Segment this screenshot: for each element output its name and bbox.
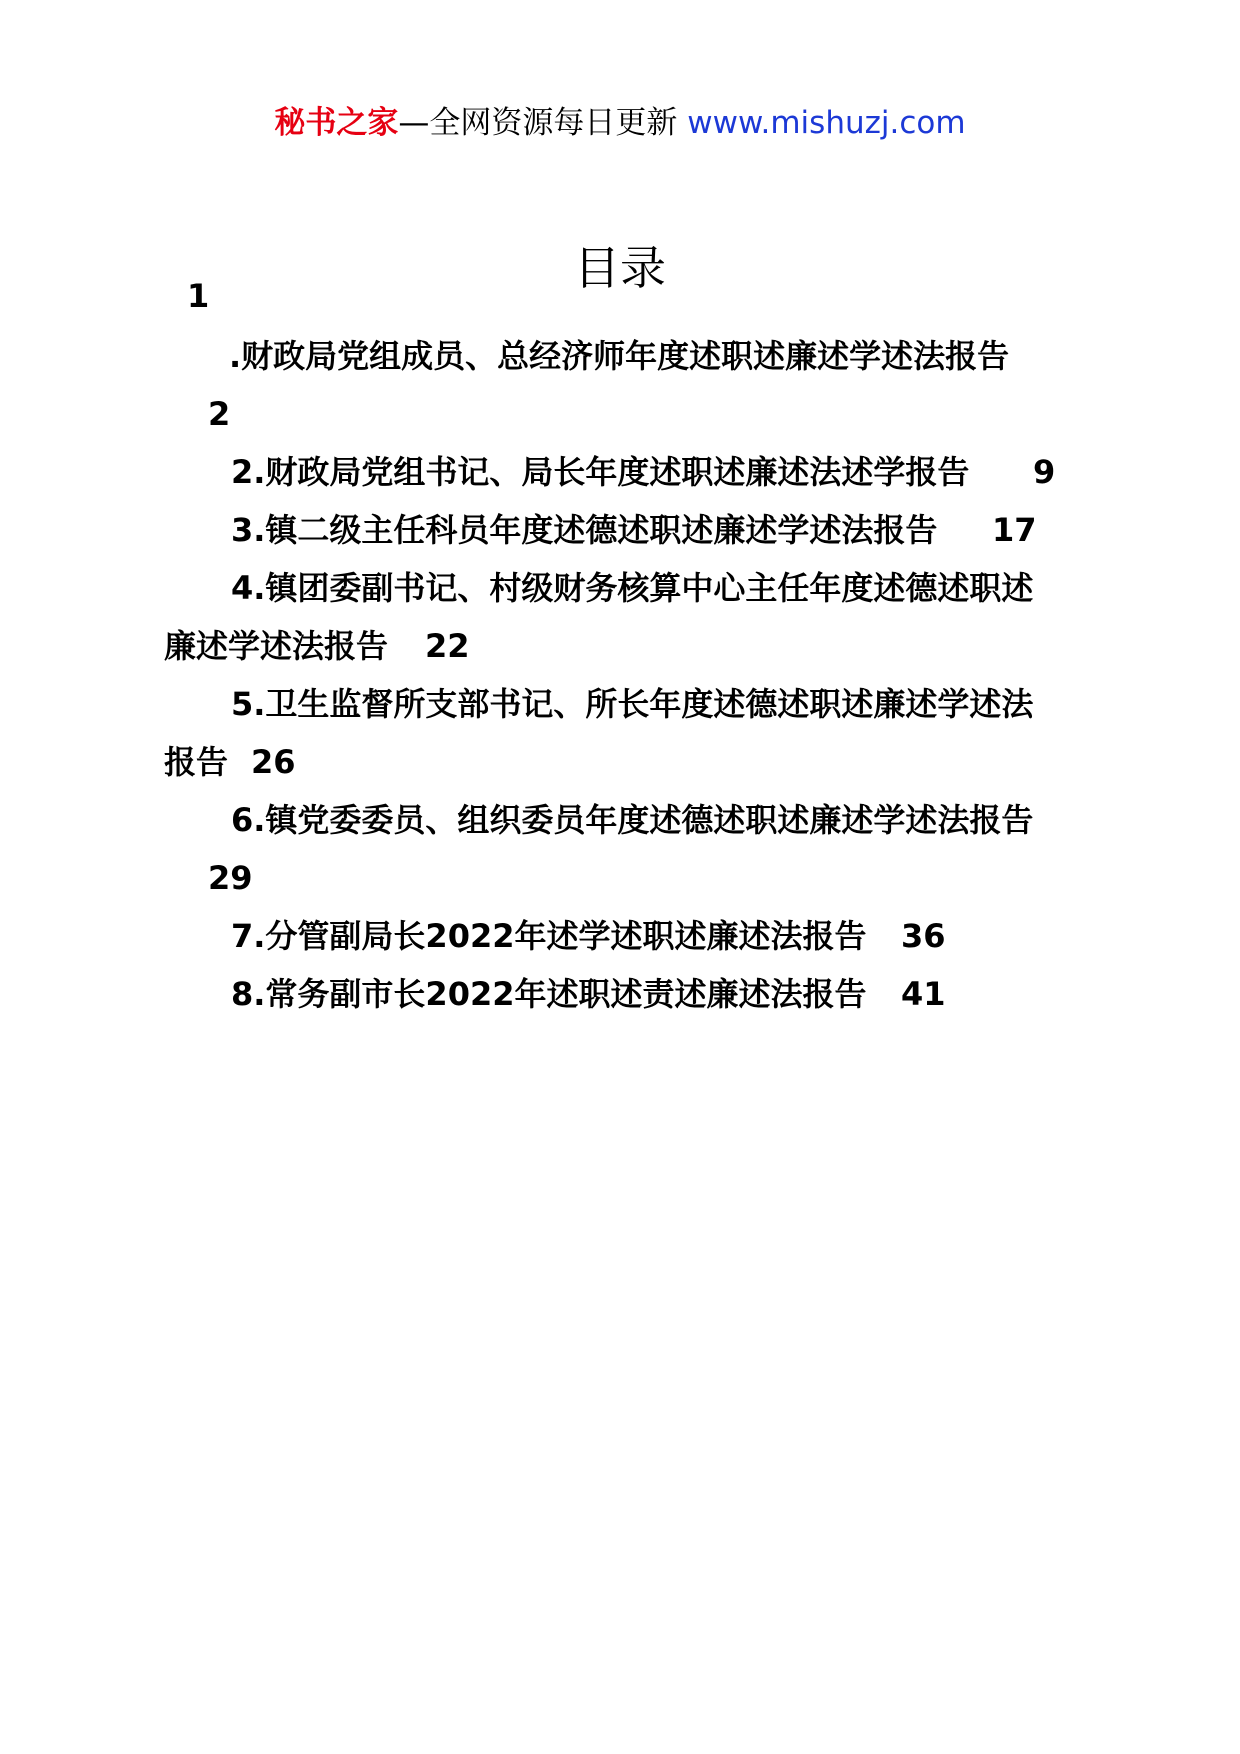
toc-entry-8-title[interactable]: 8.常务副市长2022年述职述责述廉述法报告 bbox=[231, 975, 867, 1013]
toc-entry-1-page: 2 bbox=[208, 395, 231, 433]
toc-entry-3-title[interactable]: 3.镇二级主任科员年度述德述职述廉述学述法报告 bbox=[231, 511, 938, 549]
site-url-link[interactable]: www.mishuzj.com bbox=[687, 105, 966, 141]
toc-entry-2-page: 9 bbox=[1033, 453, 1056, 491]
toc-entry-4-title-line2[interactable]: 廉述学述法报告 bbox=[164, 627, 389, 665]
toc-entry-5-title-line2[interactable]: 报告 bbox=[164, 743, 229, 781]
toc-entry-5-page: 26 bbox=[251, 743, 296, 781]
toc-entry-1-title[interactable]: .财政局党组成员、总经济师年度述职述廉述学述法报告 bbox=[229, 337, 1010, 375]
toc-entry-2-title[interactable]: 2.财政局党组书记、局长年度述职述廉述法述学报告 bbox=[231, 453, 970, 491]
toc-entry-8-page: 41 bbox=[901, 975, 946, 1013]
toc-entry-7-page: 36 bbox=[901, 917, 946, 955]
banner-tagline: —全网资源每日更新 bbox=[398, 105, 688, 141]
toc-entry-7-title[interactable]: 7.分管副局长2022年述学述职述廉述法报告 bbox=[231, 917, 867, 955]
toc-entry-3-page: 17 bbox=[992, 511, 1037, 549]
toc-entry-6-page: 29 bbox=[208, 859, 253, 897]
toc-entry-4-page: 22 bbox=[425, 627, 470, 665]
toc-entry-1-number: 1 bbox=[187, 277, 210, 315]
page-title: 目录 bbox=[574, 241, 666, 295]
toc-entry-5-title-line1[interactable]: 5.卫生监督所支部书记、所长年度述德述职述廉述学述法 bbox=[231, 685, 1034, 723]
toc-entry-4-title-line1[interactable]: 4.镇团委副书记、村级财务核算中心主任年度述德述职述 bbox=[231, 569, 1034, 607]
toc-entry-6-title[interactable]: 6.镇党委委员、组织委员年度述德述职述廉述学述法报告 bbox=[231, 801, 1034, 839]
brand-name: 秘书之家 bbox=[274, 105, 399, 141]
